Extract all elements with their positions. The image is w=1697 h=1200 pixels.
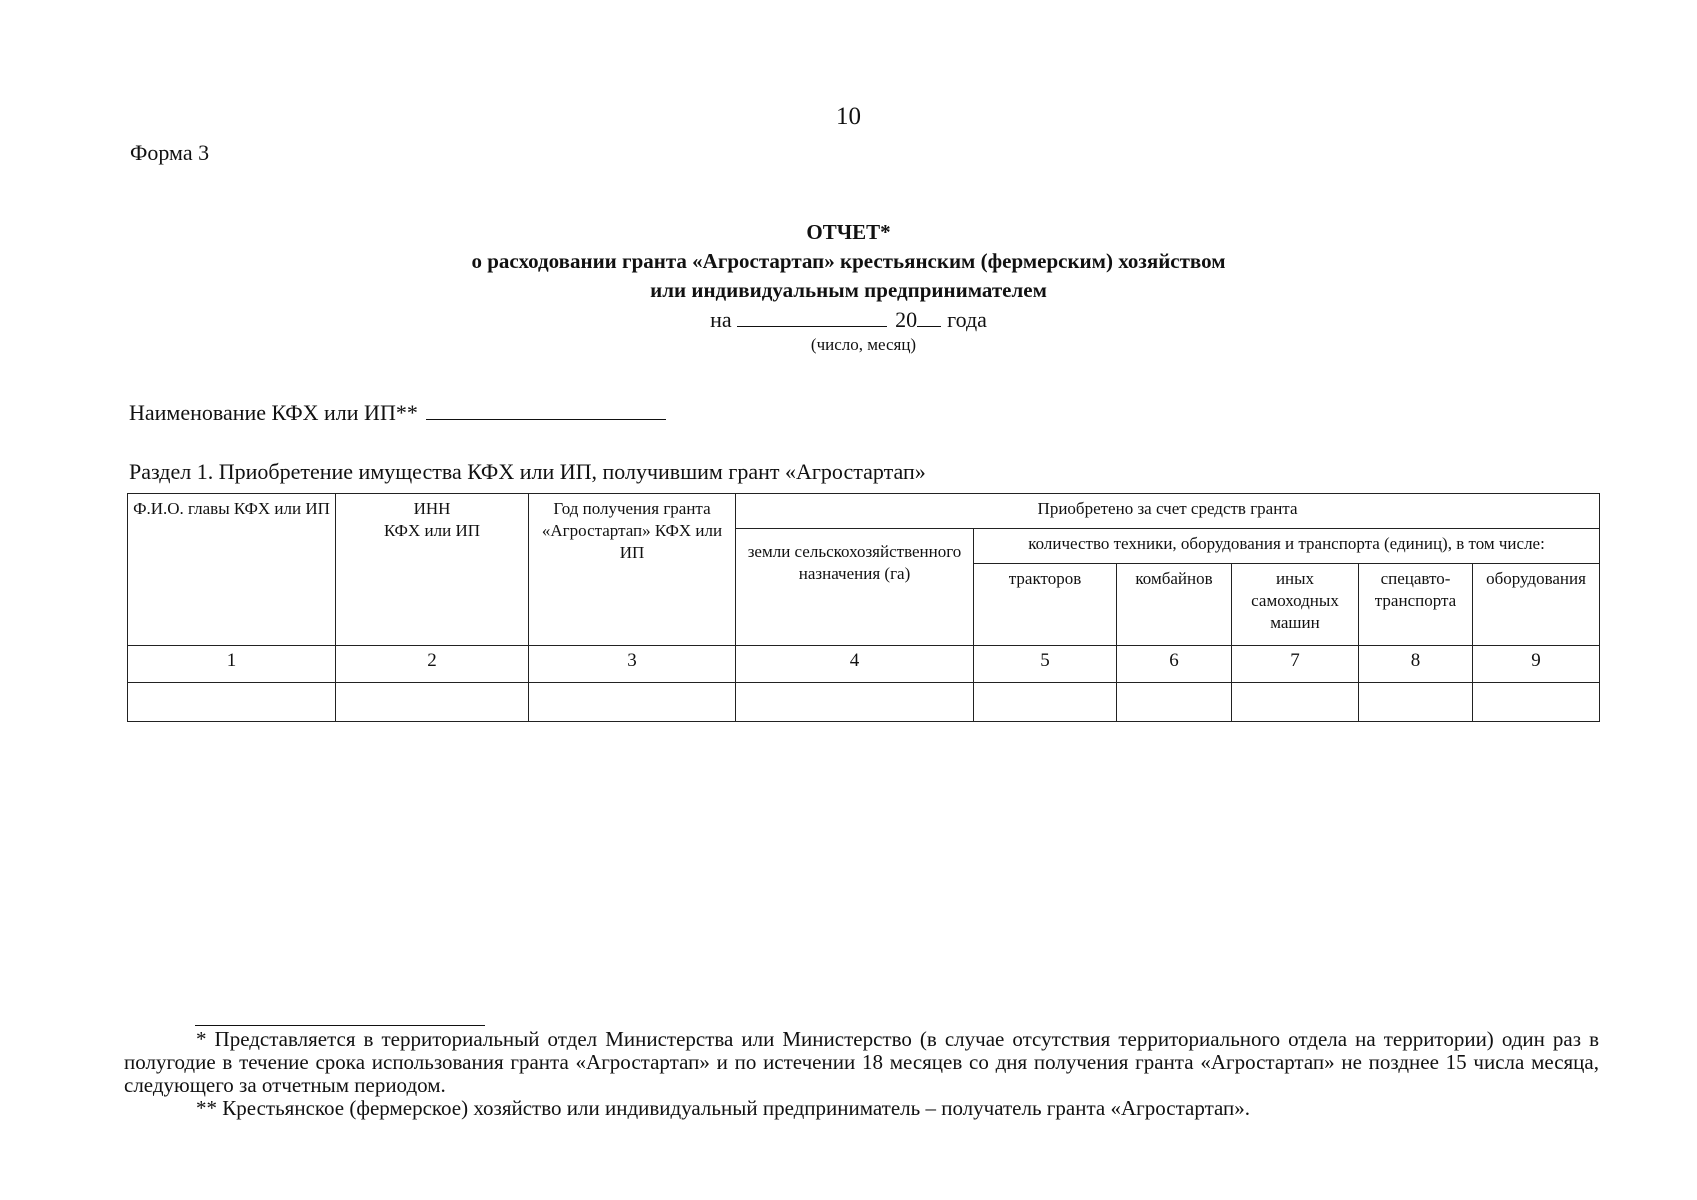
column-number: 9: [1473, 646, 1600, 683]
data-cell-other-machines[interactable]: [1232, 683, 1359, 722]
report-subtitle-line2: или индивидуальным предпринимателем: [650, 278, 1047, 302]
column-number: 2: [336, 646, 529, 683]
header-special-transport-line2: транспорта: [1374, 591, 1457, 610]
date-blank-field[interactable]: [737, 306, 887, 327]
organization-name-label: Наименование КФХ или ИП**: [129, 400, 418, 425]
column-numbers-row: [128, 646, 1600, 683]
header-tractors: тракторов: [974, 564, 1117, 646]
page-number: 10: [836, 103, 861, 130]
header-other-machines: иных самоходных машин: [1232, 564, 1359, 646]
data-cell-grant-year[interactable]: [529, 683, 736, 722]
data-cell-head-name[interactable]: [128, 683, 336, 722]
header-inn-label: ИНН: [413, 499, 451, 518]
column-number: 7: [1232, 646, 1359, 683]
footnote-2: ** Крестьянское (фермерское) хозяйство или индивидуальный предприниматель – получатель гранта «Агростартап».: [196, 1096, 1251, 1120]
data-cell-inn[interactable]: [336, 683, 529, 722]
data-cell-farmland[interactable]: [736, 683, 974, 722]
column-number: 5: [974, 646, 1117, 683]
property-acquisition-table: [127, 493, 1600, 722]
header-equipment-group: количество техники, оборудования и транспорта (единиц), в том числе:: [974, 529, 1600, 564]
report-title: ОТЧЕТ*: [806, 220, 891, 244]
footnotes: [124, 1028, 1599, 1120]
header-special-transport-line1: спецавто-: [1380, 569, 1451, 588]
column-number: 1: [128, 646, 336, 683]
form-label: Форма 3: [130, 140, 210, 165]
year-blank-field[interactable]: [917, 306, 941, 327]
footnote-1: * Представляется в территориальный отдел Министерства или Министерство (в случае отсутствия территориального отдела на территории) один раз в полугодие в течение срока использования гранта «Агростартап» и по истечении 18 месяцев со дня получения гранта «Агростартап» не позднее 15 числа месяца, следующего за отчетным периодом.: [124, 1027, 1599, 1097]
column-number: 3: [529, 646, 736, 683]
column-number: 4: [736, 646, 974, 683]
data-cell-tractors[interactable]: [974, 683, 1117, 722]
year-suffix: года: [947, 307, 987, 332]
column-number: 6: [1117, 646, 1232, 683]
report-title-block: [0, 218, 1697, 355]
data-cell-special-transport[interactable]: [1359, 683, 1473, 722]
header-special-transport: [1359, 564, 1473, 646]
table-data-row: [128, 683, 1600, 722]
column-number: 8: [1359, 646, 1473, 683]
year-prefix: 20: [895, 307, 918, 332]
organization-name-line: [129, 400, 666, 426]
header-inn: [336, 494, 529, 646]
data-cell-combines[interactable]: [1117, 683, 1232, 722]
data-cell-equipment[interactable]: [1473, 683, 1600, 722]
date-prefix: на: [710, 307, 732, 332]
section-1-title: Раздел 1. Приобретение имущества КФХ или ИП, получившим грант «Агростартап»: [129, 459, 926, 484]
header-grant-year: Год получения гранта «Агростартап» КФХ или ИП: [529, 494, 736, 646]
header-combines: комбайнов: [1117, 564, 1232, 646]
organization-name-blank-field[interactable]: [426, 401, 666, 420]
header-inn-sublabel: КФХ или ИП: [383, 521, 481, 540]
header-acquired-group: Приобретено за счет средств гранта: [736, 494, 1600, 529]
report-date-line: [0, 305, 1697, 335]
header-equipment: оборудования: [1473, 564, 1600, 646]
header-head-name: Ф.И.О. главы КФХ или ИП: [128, 494, 336, 646]
date-hint: (число, месяц): [810, 335, 917, 354]
report-subtitle-line1: о расходовании гранта «Агростартап» крестьянским (фермерским) хозяйством: [471, 249, 1226, 273]
header-farmland: земли сельскохозяйственного назначения (га): [736, 529, 974, 646]
footnote-separator: [195, 1025, 485, 1026]
